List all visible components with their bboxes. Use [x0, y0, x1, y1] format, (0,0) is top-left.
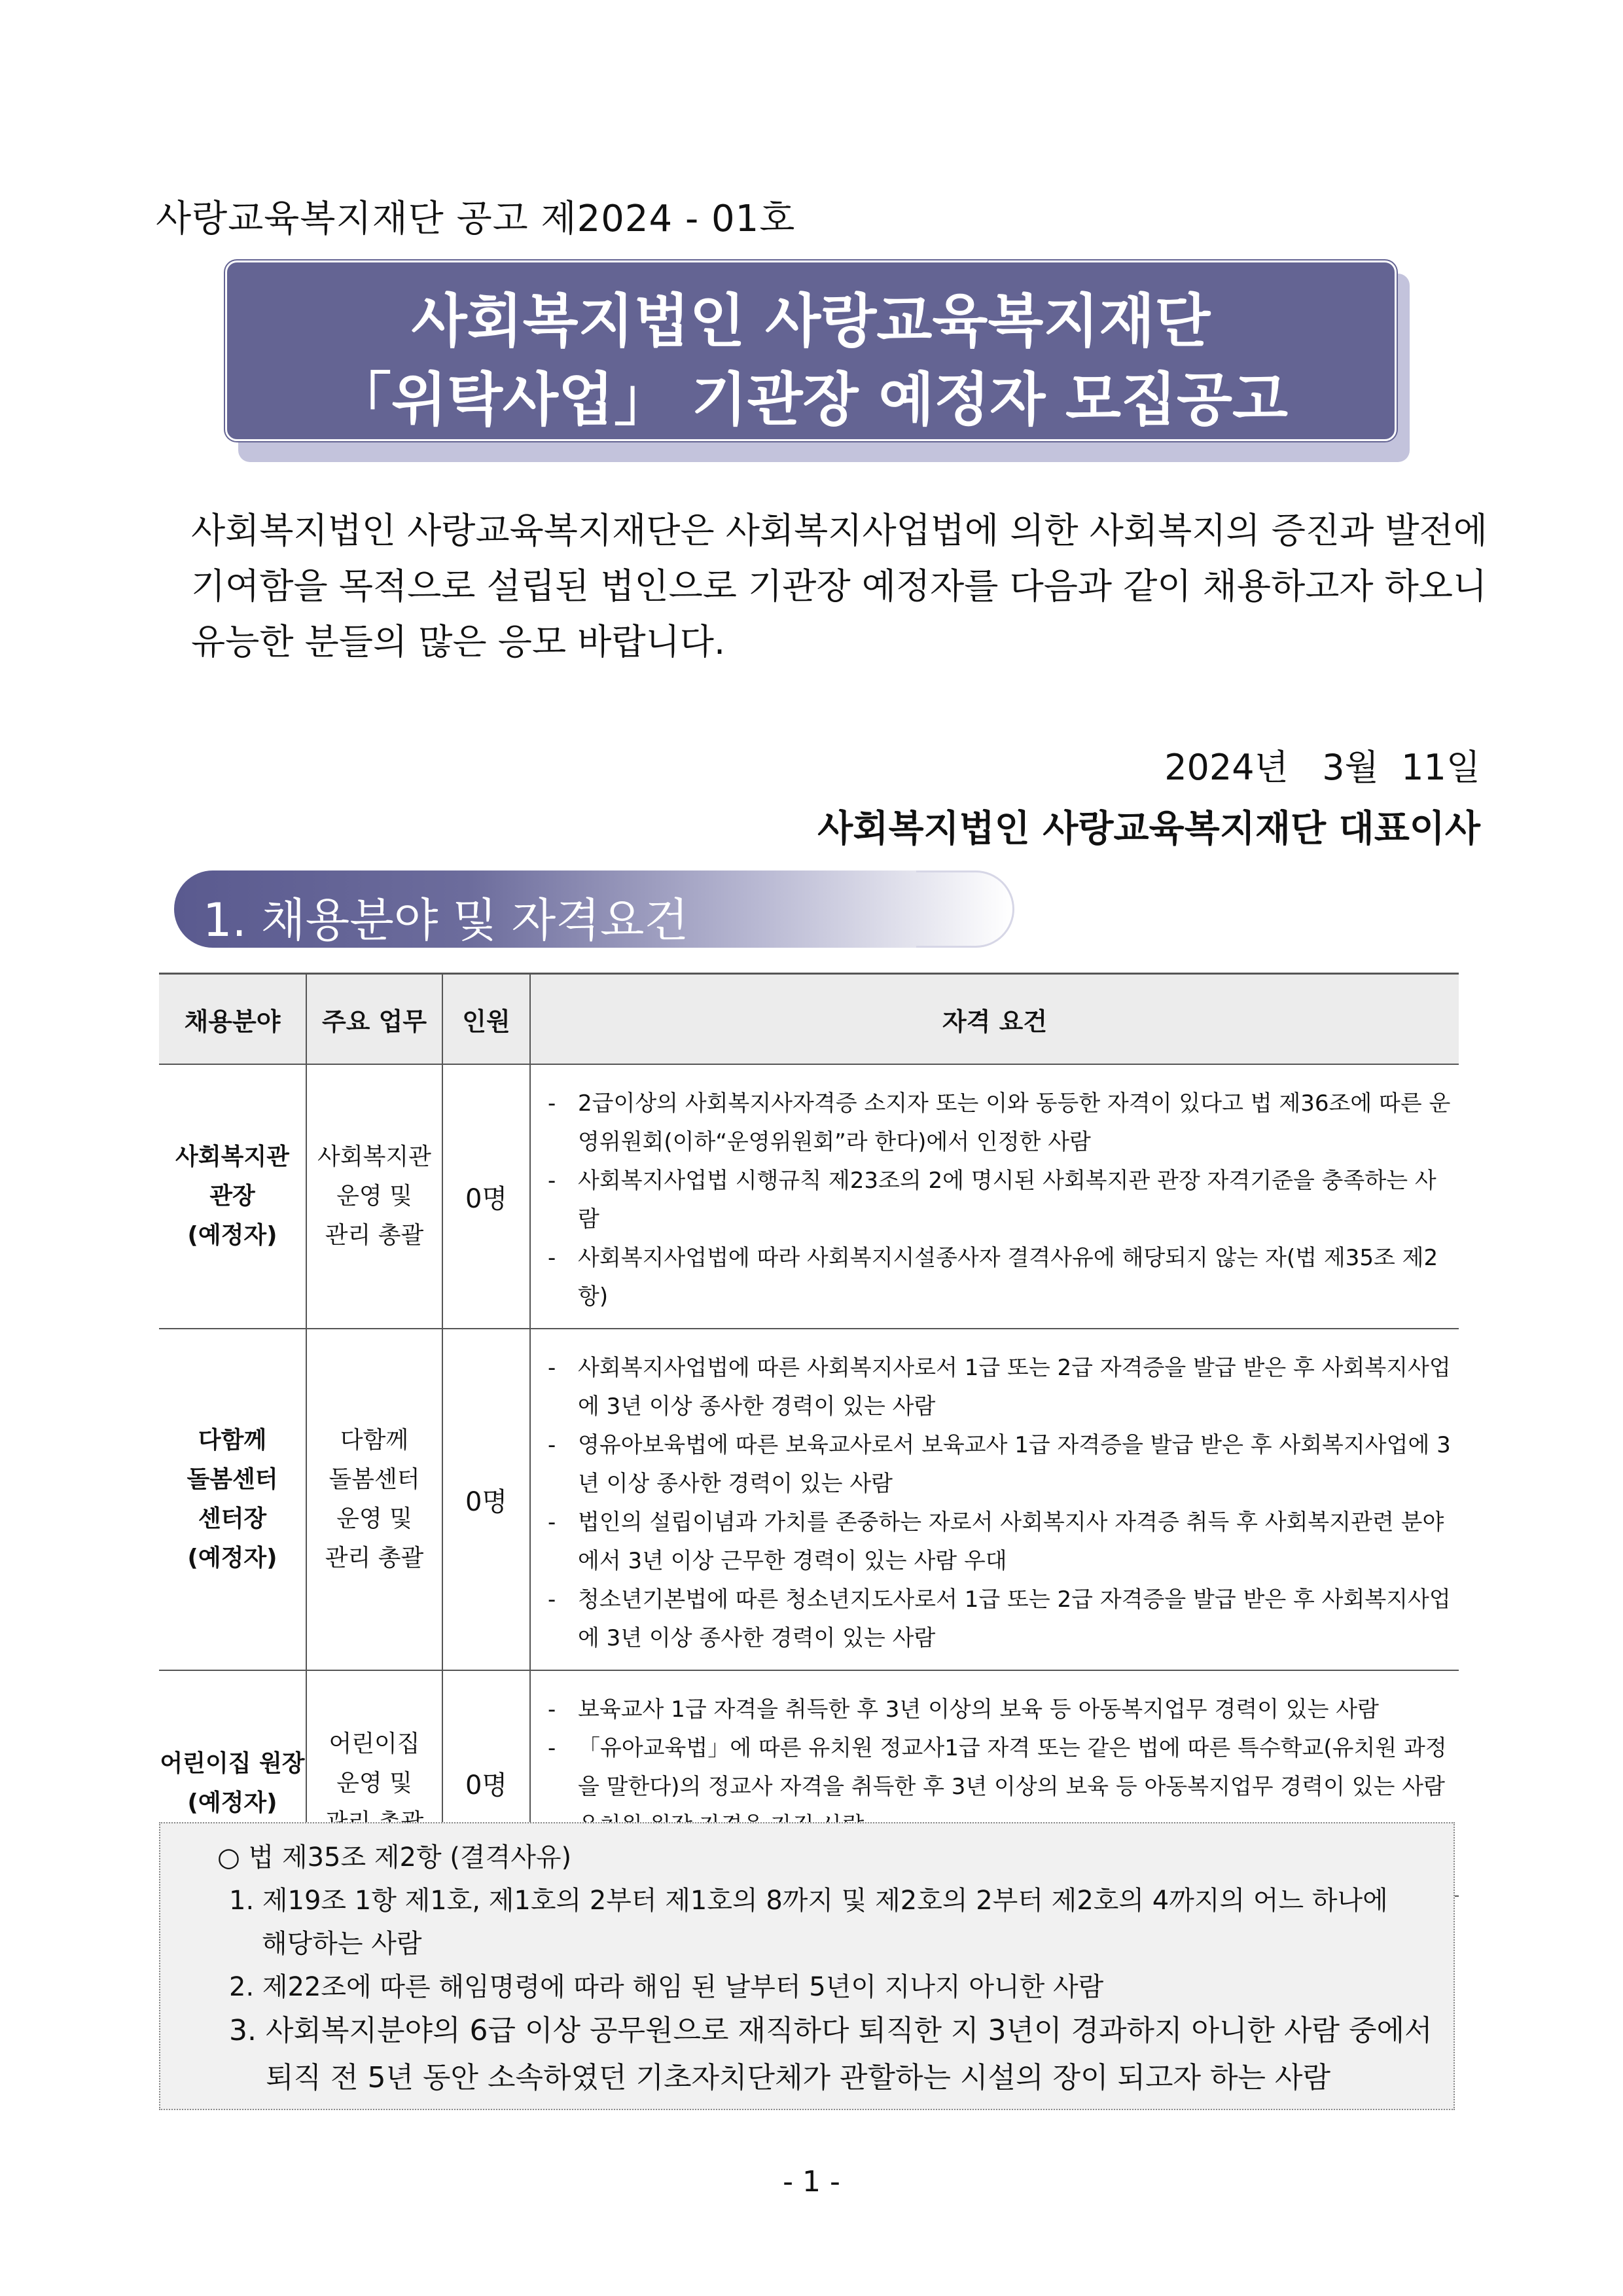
requirement-item: - 사회복지사업법 시행규칙 제23조의 2에 명시된 사회복지관 관장 자격기준을 충족하는 사람 [548, 1162, 1454, 1239]
count-cell: 0명 [442, 1064, 530, 1329]
table-row [159, 1329, 1459, 1670]
requirement-item: - 법인의 설립이념과 가치를 존중하는 자로서 사회복지사 자격증 취득 후 사회복지관련 분야에서 3년 이상 근무한 경력이 있는 사람 우대 [548, 1503, 1454, 1581]
table-header-row [159, 974, 1459, 1065]
requirements-table [159, 973, 1459, 1897]
duty-line: 관리 총괄 [325, 1545, 424, 1571]
requirement-item: - 영유아보육법에 따른 보육교사로서 보육교사 1급 자격증을 발급 받은 후 사회복지사업에 3년 이상 종사한 경력이 있는 사람 [548, 1426, 1454, 1503]
requirements-cell [530, 1329, 1459, 1670]
requirement-item: - 「유아교육법」에 따른 유치원 정교사1급 자격 또는 같은 법에 따른 특수학교(유치원 과정을 말한다)의 정교사 자격을 취득한 후 3년 이상의 보육 등 아동복지업무 경력이 있는 사람 [548, 1729, 1454, 1806]
announcement-date: 2024년 3월 11일 [1164, 747, 1480, 788]
title-line-1: 사회복지법인 사랑교육복지재단 [411, 287, 1211, 355]
header-field: 채용분야 [159, 974, 306, 1065]
duty-line: 사회복지관 [317, 1143, 431, 1170]
duty-line: 운영 및 [336, 1769, 412, 1797]
field-line: (예정자) [187, 1789, 277, 1816]
field-line: 관장 [209, 1183, 255, 1210]
duty-line: 어린이집 [329, 1730, 420, 1757]
duty-cell [306, 1329, 442, 1670]
title-line-2: 「위탁사업」 기관장 예정자 모집공고 [333, 366, 1289, 433]
count-cell: 0명 [442, 1670, 530, 1896]
header-duty: 주요 업무 [306, 974, 442, 1065]
field-cell [159, 1329, 306, 1670]
requirement-item: - 사회복지사업법에 따른 사회복지사로서 1급 또는 2급 자격증을 발급 받은 후 사회복지사업에 3년 이상 종사한 경력이 있는 사람 [548, 1349, 1454, 1426]
section-title: 1. 채용분야 및 자격요건 [203, 893, 689, 947]
signer: 사회복지법인 사랑교육복지재단 대표이사 [817, 808, 1480, 850]
title-box [225, 260, 1397, 441]
note-item-2: 2. 제22조에 따른 해임명령에 따라 해임 된 날부터 5년이 지나지 아니한 사람 [229, 1972, 1104, 2002]
field-line: 다함께 [198, 1427, 267, 1454]
intro-line: 사회복지법인 사랑교육복지재단은 사회복지사업법에 의한 사회복지의 증진과 발전에 [191, 510, 1488, 551]
field-line: 돌봄센터 [187, 1466, 278, 1493]
header-requirements: 자격 요건 [530, 974, 1459, 1065]
duty-line: 관리 총괄 [325, 1222, 424, 1249]
notice-number: 사랑교육복지재단 공고 제2024 - 01호 [156, 198, 796, 240]
notes-heading: ○ 법 제35조 제2항 (결격사유) [217, 1842, 572, 1873]
header-count: 인원 [442, 974, 530, 1065]
duty-line: 돌봄센터 [329, 1466, 420, 1493]
page-number: - 1 - [783, 2165, 840, 2198]
note-item-3-continued: 퇴직 전 5년 동안 소속하였던 기초자치단체가 관할하는 시설의 장이 되고자 하는 사람 [266, 2061, 1330, 2094]
duty-line: 운영 및 [336, 1183, 412, 1210]
note-item-1: 1. 제19조 1항 제1호, 제1호의 2부터 제1호의 8까지 및 제2호의 2부터 제2호의 4까지의 어느 하나에 [229, 1886, 1388, 1916]
field-line: 어린이집 원장 [160, 1749, 305, 1777]
duty-cell [306, 1064, 442, 1329]
duty-line: 다함께 [340, 1427, 409, 1454]
count-cell: 0명 [442, 1329, 530, 1670]
requirement-item: - 2급이상의 사회복지사자격증 소지자 또는 이와 동등한 자격이 있다고 법 제36조에 따른 운영위원회(이하“운영위원회”라 한다)에서 인정한 사람 [548, 1085, 1454, 1162]
intro-line: 기여함을 목적으로 설립된 법인으로 기관장 예정자를 다음과 같이 채용하고자 하오니 [191, 565, 1488, 607]
field-line: 사회복지관 [175, 1143, 289, 1170]
requirement-item: - 청소년기본법에 따른 청소년지도사로서 1급 또는 2급 자격증을 발급 받은 후 사회복지사업에 3년 이상 종사한 경력이 있는 사람 [548, 1581, 1454, 1658]
field-cell [159, 1064, 306, 1329]
note-item-1-continued: 해당하는 사람 [262, 1929, 422, 1959]
requirement-item: - 보육교사 1급 자격을 취득한 후 3년 이상의 보육 등 아동복지업무 경력이 있는 사람 [548, 1691, 1454, 1729]
intro-paragraph [191, 503, 1487, 670]
requirement-item: - 사회복지사업법에 따라 사회복지시설종사자 결격사유에 해당되지 않는 자(법 제35조 제2항) [548, 1239, 1454, 1316]
table-row [159, 1064, 1459, 1329]
duty-line: 운영 및 [336, 1505, 412, 1532]
field-line: (예정자) [187, 1545, 277, 1571]
note-item-3: 3. 사회복지분야의 6급 이상 공무원으로 재직하다 퇴직한 지 3년이 경과하지 아니한 사람 중에서 [229, 2014, 1433, 2047]
section-header-outline [916, 870, 1014, 948]
field-line: 센터장 [198, 1505, 267, 1532]
intro-line: 유능한 분들의 많은 응모 바랍니다. [191, 621, 726, 662]
field-line: (예정자) [187, 1222, 277, 1249]
requirements-cell [530, 1064, 1459, 1329]
